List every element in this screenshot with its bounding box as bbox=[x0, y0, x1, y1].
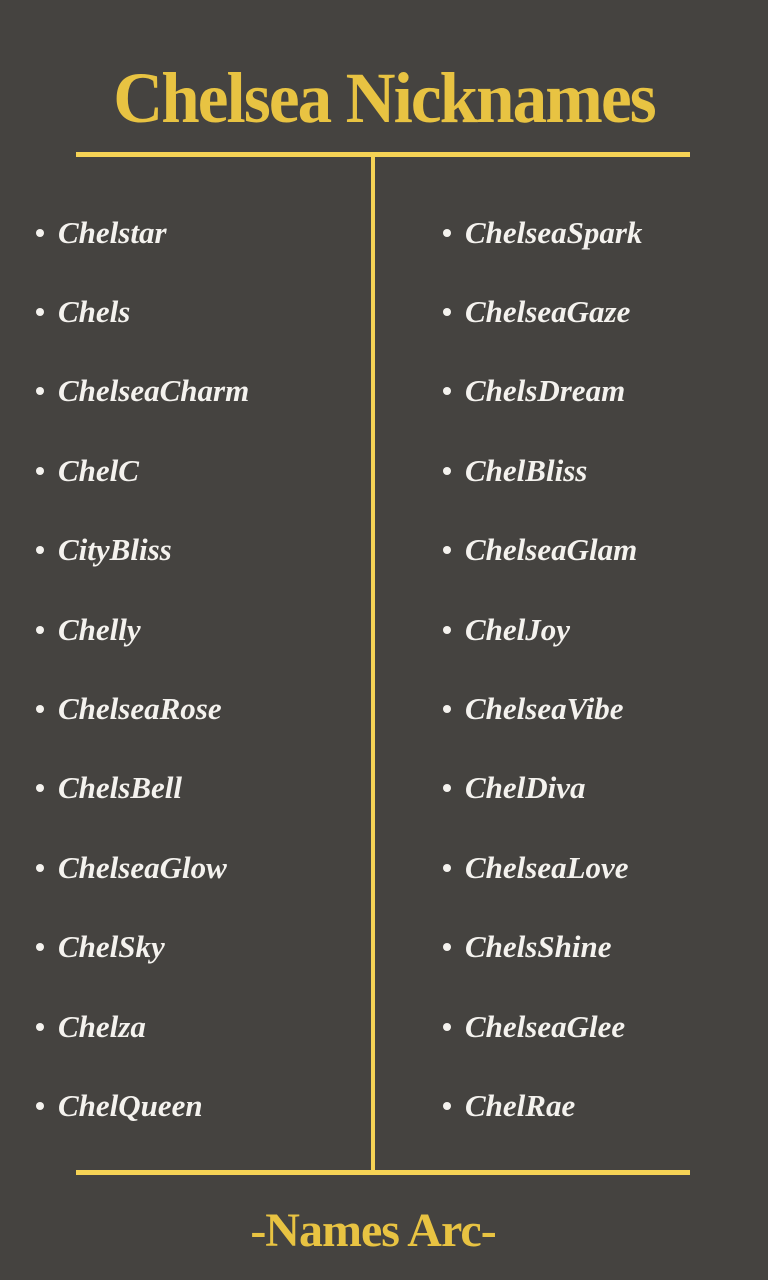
nickname-text: ChelsDream bbox=[465, 373, 626, 409]
nickname-text: ChelQueen bbox=[58, 1087, 203, 1123]
nickname-item bbox=[443, 511, 743, 590]
bullet-icon bbox=[443, 467, 451, 475]
nickname-item bbox=[443, 352, 743, 431]
nickname-text: ChelseaGlam bbox=[465, 532, 638, 568]
nickname-item bbox=[443, 908, 743, 987]
bullet-icon bbox=[36, 387, 44, 395]
bullet-icon bbox=[36, 626, 44, 634]
center-column-divider bbox=[371, 155, 375, 1171]
nickname-text: ChelseaRose bbox=[58, 691, 222, 727]
nickname-text: CityBliss bbox=[58, 532, 172, 568]
nickname-item bbox=[36, 987, 356, 1066]
bullet-icon bbox=[36, 1102, 44, 1110]
page-title: Chelsea Nicknames bbox=[113, 58, 655, 138]
brand-footer: -Names Arc- bbox=[250, 1204, 496, 1257]
nickname-text: ChelC bbox=[58, 452, 139, 488]
nickname-item bbox=[36, 272, 356, 351]
nickname-text: ChelseaLove bbox=[465, 849, 629, 885]
nickname-text: ChelseaGaze bbox=[465, 294, 631, 330]
nickname-text: ChelRae bbox=[465, 1087, 576, 1123]
bullet-icon bbox=[36, 467, 44, 475]
nickname-text: Chelza bbox=[58, 1008, 146, 1044]
nicknames-right-column bbox=[443, 193, 743, 1146]
nickname-item bbox=[36, 431, 356, 510]
nickname-item bbox=[36, 908, 356, 987]
top-rule-divider bbox=[76, 152, 690, 157]
bullet-icon bbox=[36, 705, 44, 713]
nickname-item bbox=[36, 669, 356, 748]
nickname-item bbox=[443, 193, 743, 272]
bullet-icon bbox=[36, 784, 44, 792]
bullet-icon bbox=[443, 705, 451, 713]
nickname-item bbox=[443, 828, 743, 907]
nickname-text: ChelSky bbox=[58, 929, 165, 965]
bullet-icon bbox=[443, 1023, 451, 1031]
bullet-icon bbox=[36, 1023, 44, 1031]
nickname-item bbox=[443, 590, 743, 669]
nickname-item bbox=[443, 431, 743, 510]
bullet-icon bbox=[443, 308, 451, 316]
nickname-text: ChelseaVibe bbox=[465, 691, 624, 727]
bullet-icon bbox=[443, 626, 451, 634]
bullet-icon bbox=[443, 387, 451, 395]
nickname-text: ChelseaGlee bbox=[465, 1008, 626, 1044]
bullet-icon bbox=[443, 546, 451, 554]
bullet-icon bbox=[36, 229, 44, 237]
bullet-icon bbox=[36, 546, 44, 554]
bullet-icon bbox=[443, 784, 451, 792]
nickname-item bbox=[36, 193, 356, 272]
nickname-item bbox=[443, 987, 743, 1066]
nickname-item bbox=[443, 1066, 743, 1145]
nickname-text: Chelly bbox=[58, 611, 141, 647]
nickname-text: ChelJoy bbox=[465, 611, 571, 647]
nickname-item bbox=[36, 1066, 356, 1145]
nickname-item bbox=[443, 669, 743, 748]
nicknames-left-column bbox=[36, 193, 356, 1146]
nickname-text: ChelBliss bbox=[465, 452, 588, 488]
nickname-text: Chels bbox=[58, 294, 131, 330]
bullet-icon bbox=[443, 229, 451, 237]
nickname-item bbox=[443, 749, 743, 828]
bullet-icon bbox=[443, 864, 451, 872]
bullet-icon bbox=[443, 943, 451, 951]
nickname-item bbox=[36, 828, 356, 907]
nickname-text: ChelseaSpark bbox=[465, 214, 643, 250]
nickname-text: ChelsBell bbox=[58, 770, 183, 806]
bullet-icon bbox=[36, 864, 44, 872]
bullet-icon bbox=[36, 943, 44, 951]
nickname-item bbox=[36, 590, 356, 669]
nickname-text: ChelsShine bbox=[465, 929, 612, 965]
bullet-icon bbox=[443, 1102, 451, 1110]
nickname-text: ChelseaGlow bbox=[58, 849, 227, 885]
bottom-rule-divider bbox=[76, 1170, 690, 1175]
nickname-item bbox=[443, 272, 743, 351]
nickname-item bbox=[36, 511, 356, 590]
nickname-text: ChelseaCharm bbox=[58, 373, 250, 409]
nickname-item bbox=[36, 749, 356, 828]
nickname-text: ChelDiva bbox=[465, 770, 586, 806]
nickname-item bbox=[36, 352, 356, 431]
nickname-text: Chelstar bbox=[58, 214, 167, 250]
bullet-icon bbox=[36, 308, 44, 316]
